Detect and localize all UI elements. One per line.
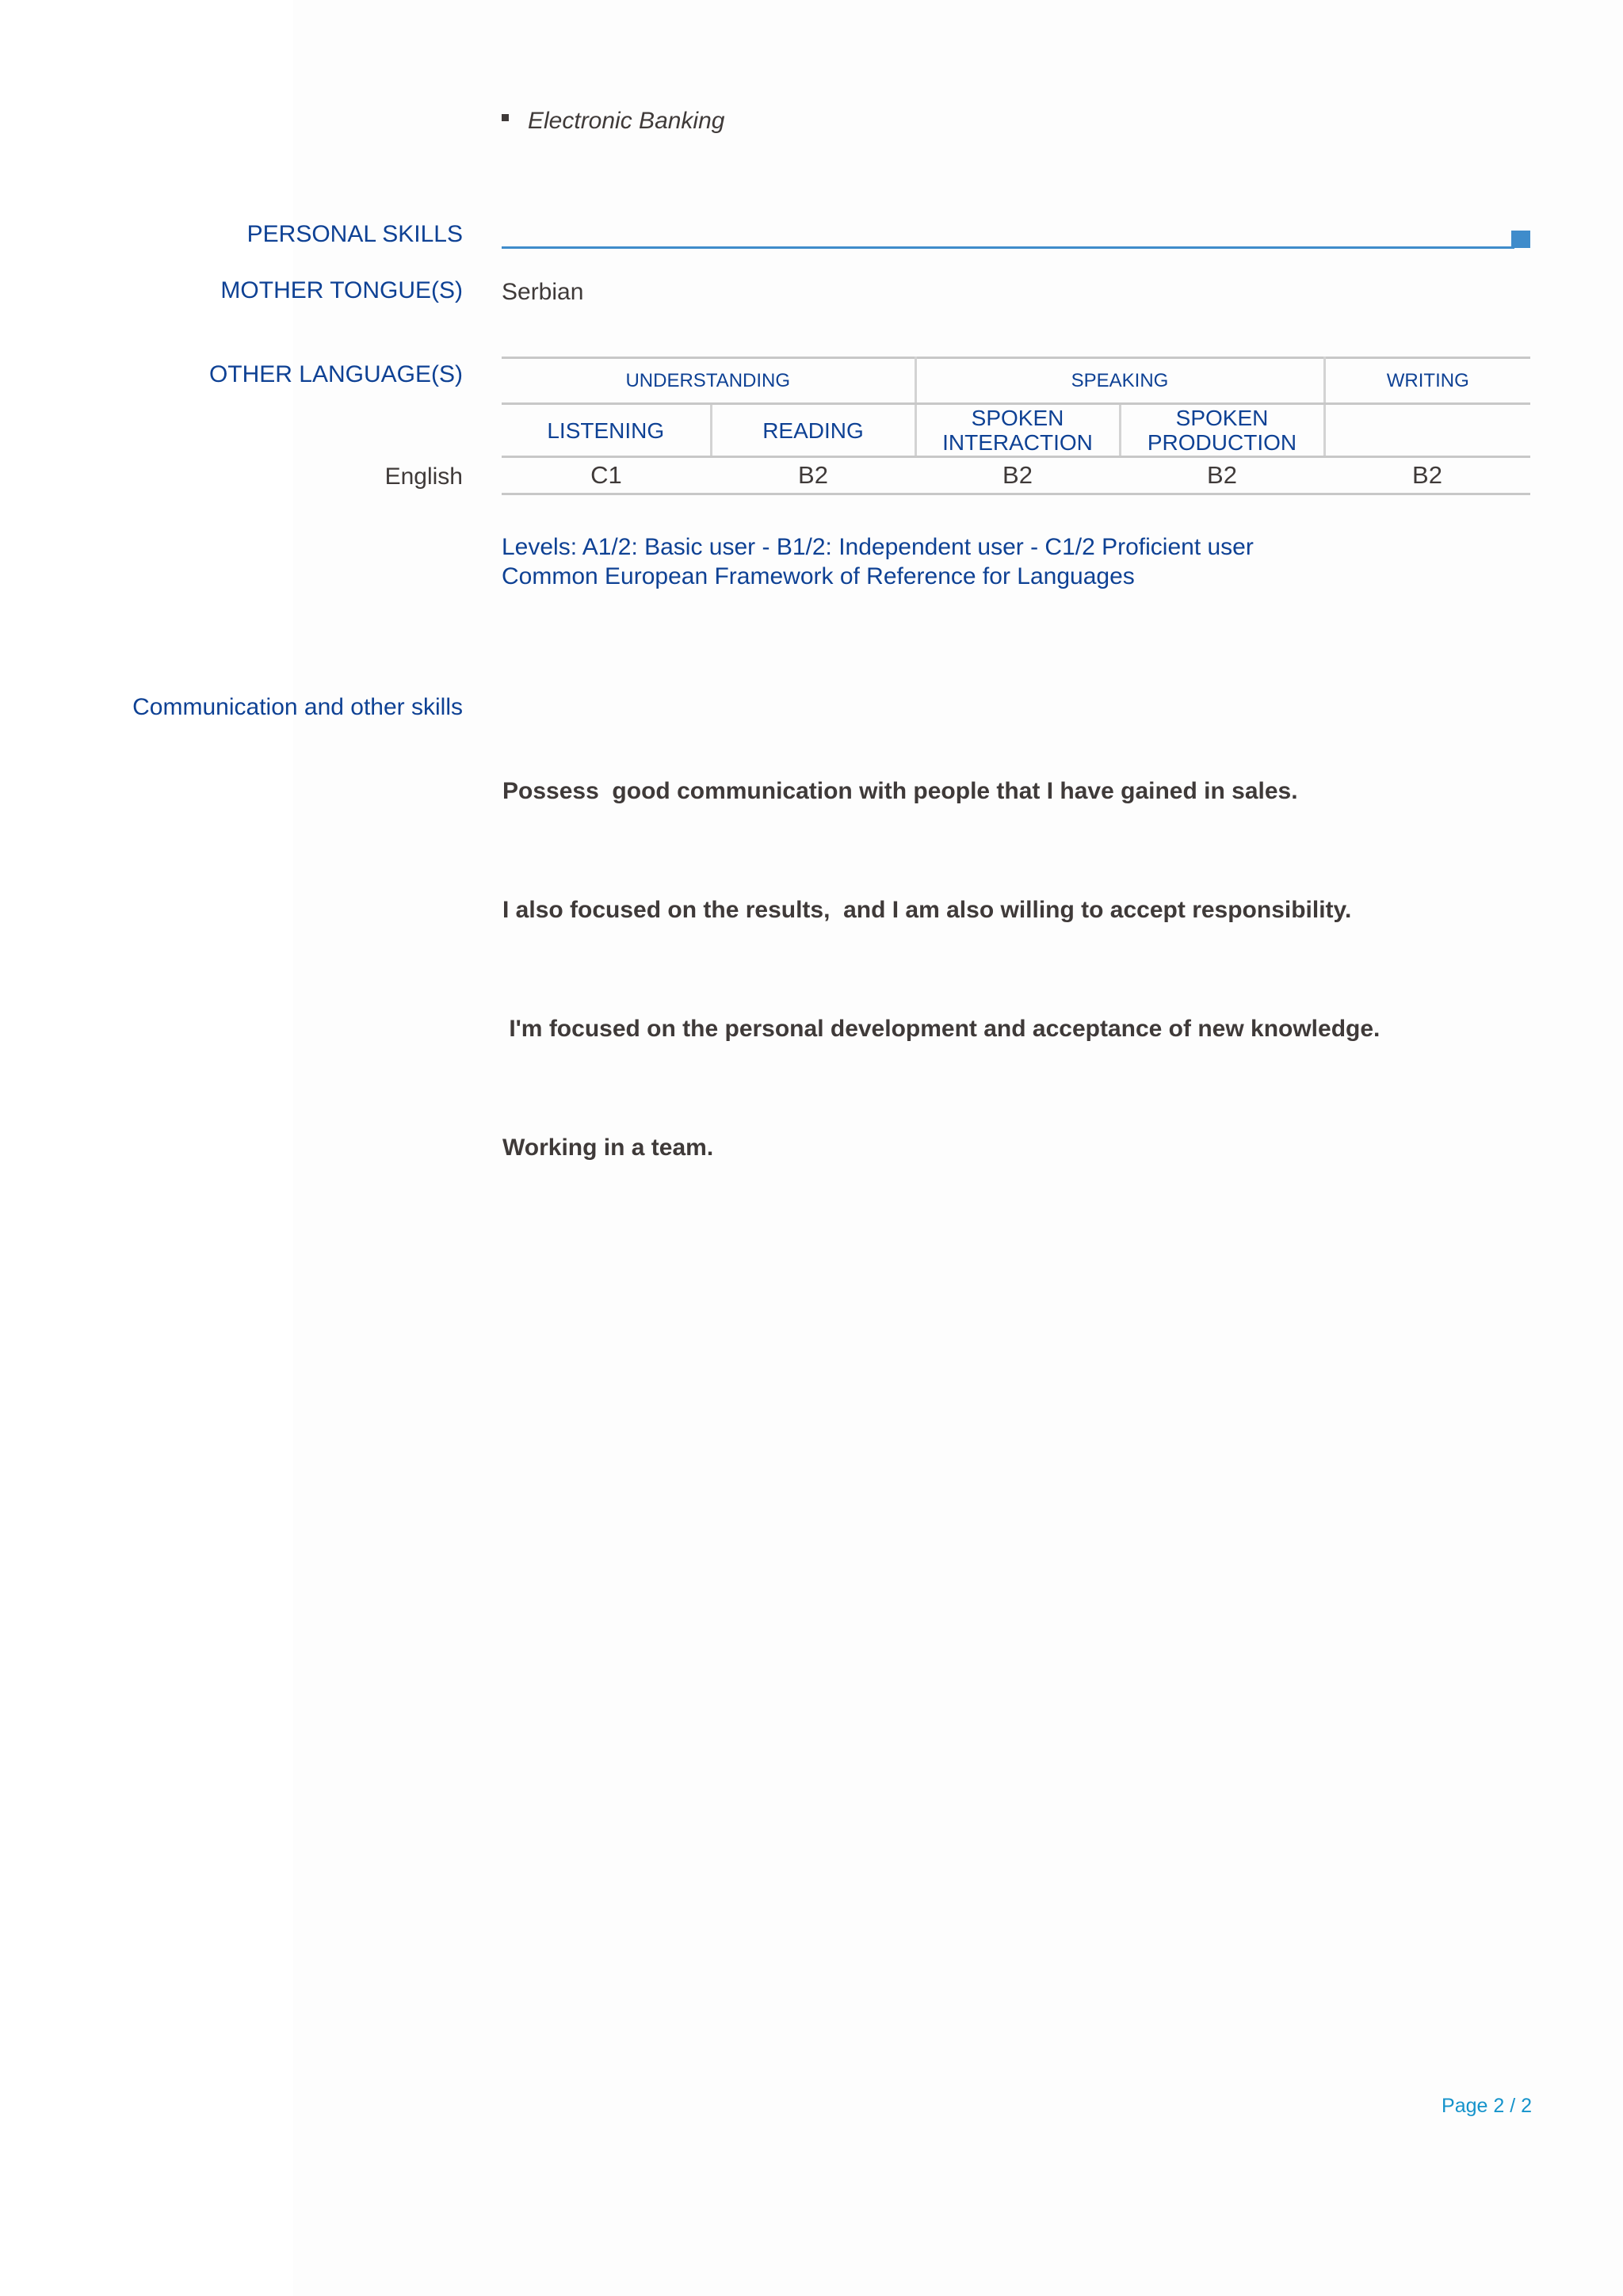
language-table-row-english bbox=[502, 457, 1530, 494]
communication-line: I also focused on the results, and I am also willing to accept responsibility. bbox=[502, 897, 1352, 923]
section-heading-personal-skills: PERSONAL SKILLS bbox=[246, 221, 463, 247]
level-writing: B2 bbox=[1324, 457, 1530, 494]
group-understanding: UNDERSTANDING bbox=[502, 358, 915, 404]
subheader-spoken-production: SPOKEN PRODUCTION bbox=[1120, 404, 1324, 457]
level-spoken-interaction: B2 bbox=[915, 457, 1120, 494]
levels-note-line: Levels: A1/2: Basic user - B1/2: Independent user - C1/2 Proficient user bbox=[502, 534, 1254, 560]
section-divider-line bbox=[502, 246, 1514, 249]
group-writing: WRITING bbox=[1324, 358, 1530, 404]
subheader-spoken-interaction: SPOKEN INTERACTION bbox=[915, 404, 1120, 457]
page-number: Page 2 / 2 bbox=[1442, 2095, 1532, 2117]
subheader-reading: READING bbox=[711, 404, 915, 457]
bullet-item bbox=[502, 108, 724, 135]
communication-line: I'm focused on the personal development and acceptance of new knowledge. bbox=[502, 1016, 1381, 1042]
level-listening: C1 bbox=[502, 457, 711, 494]
level-spoken-production: B2 bbox=[1120, 457, 1324, 494]
subheader-writing-empty bbox=[1324, 404, 1530, 457]
level-reading: B2 bbox=[711, 457, 915, 494]
language-table-group-row bbox=[502, 358, 1530, 404]
other-languages-label: OTHER LANGUAGE(S) bbox=[208, 361, 463, 387]
levels-note bbox=[502, 532, 1254, 591]
language-table bbox=[502, 357, 1530, 495]
language-name: English bbox=[384, 463, 463, 490]
subheader-listening: LISTENING bbox=[502, 404, 711, 457]
bullet-square-icon bbox=[502, 114, 509, 121]
mother-tongue-label: MOTHER TONGUE(S) bbox=[220, 277, 463, 303]
communication-line: Working in a team. bbox=[502, 1135, 714, 1161]
mother-tongue-value: Serbian bbox=[502, 279, 584, 305]
section-marker-square-icon bbox=[1511, 231, 1530, 248]
communication-skills-label: Communication and other skills bbox=[132, 694, 463, 720]
language-table-subheader-row bbox=[502, 404, 1530, 457]
group-speaking: SPEAKING bbox=[915, 358, 1324, 404]
bullet-text: Electronic Banking bbox=[528, 108, 725, 134]
communication-line: Possess good communication with people that I have gained in sales. bbox=[502, 778, 1298, 804]
levels-note-line: Common European Framework of Reference for Languages bbox=[502, 563, 1135, 589]
communication-skills-text bbox=[502, 692, 1380, 1247]
